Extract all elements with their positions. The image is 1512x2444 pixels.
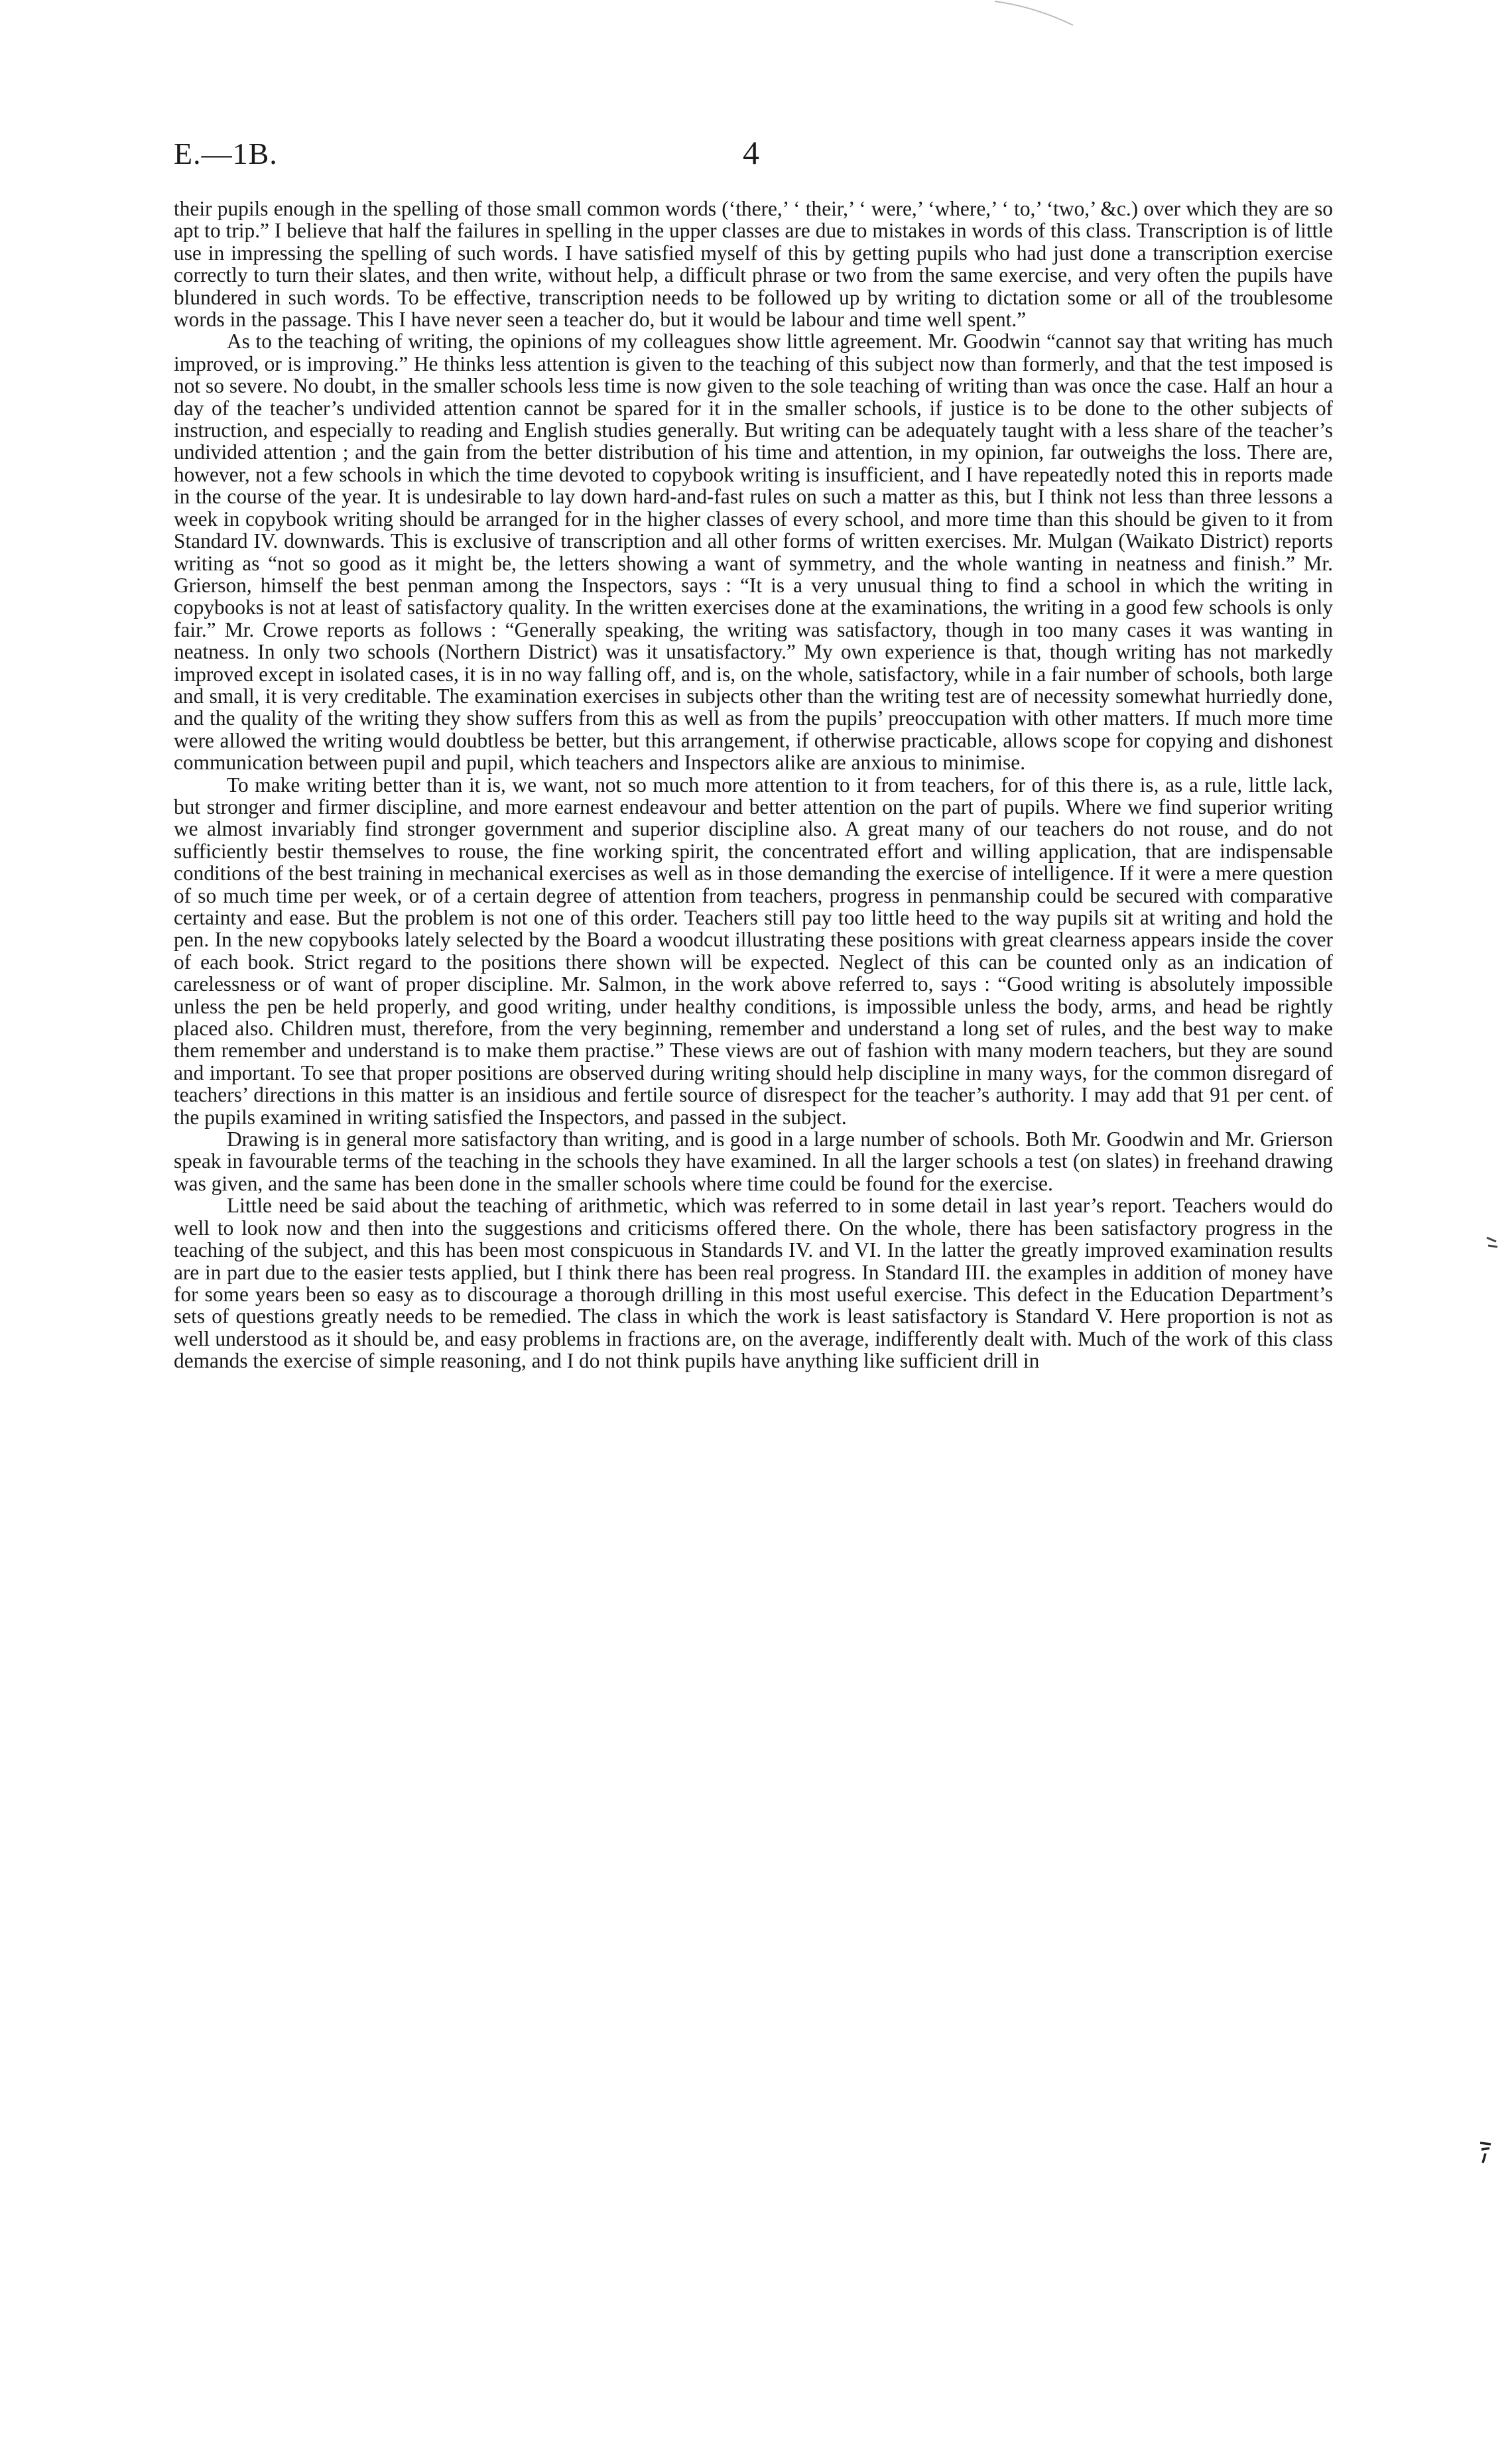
paragraph: their pupils enough in the spelling of those small common words (‘there,’ ‘ their,’ ‘ were,’ ‘where,’ ‘ to,’ ‘two,’ &c.) over which they are so apt to trip.” I believe that half the failures in spelling in the upper classes are due to mistakes in words of this class. Transcription is of little use in impressing the spelling of such words. I have satisfied myself of this by getting pupils who had just done a transcription exercise correctly to turn their slates, and then write, without help, a difficult phrase or two from the same exercise, and very often the pupils have blundered in such words. To be effective, transcription needs to be followed up by writing to dictation some or all of the troublesome words in the passage. This I have never seen a teacher do, but it would be labour and time well spent.” bbox=[174, 197, 1333, 332]
paragraph: To make writing better than it is, we want, not so much more attention to it from teachers, for of this there is, as a rule, little lack, but stronger and firmer discipline, and more earnest endeavour and better attention on the part of pupils. Where we find superior writing we almost invariably find stronger government and superior discipline also. A great many of our teachers do not rouse, and do not sufficiently bestir themselves to rouse, the fine working spirit, the concentrated effort and willing application, that are indispensable conditions of the best training in mechanical exercises as well as in those demanding the exercise of intelligence. If it were a mere question of so much time per week, or of a certain degree of attention from teachers, progress in penmanship could be secured with comparative certainty and ease. But the problem is not one of this order. Teachers still pay too little heed to the way pupils sit at writing and hold the pen. In the new copybooks lately selected by the Board a woodcut illustrating these positions with great clearness appears inside the cover of each book. Strict regard to the positions there shown will be expected. Neglect of this can be counted only as an indication of carelessness or of want of proper discipline. Mr. Salmon, in the work above referred to, says : “Good writing is absolutely impossible unless the pen be held properly, and good writing, under healthy conditions, is impossible unless the body, arms, and head be rightly placed also. Children must, therefore, from the very beginning, remember and understand a long set of rules, and the best way to make them remember and understand is to make them practise.” These views are out of fashion with many modern teachers, but they are sound and important. To see that proper positions are observed during writing should help discipline in many ways, for the common disregard of teachers’ directions in this matter is an insidious and fertile source of disrespect for the teacher’s authority. I may add that 91 per cent. of the pupils examined in writing satisfied the Inspectors, and passed in the subject. bbox=[174, 773, 1333, 1129]
document-reference: E.—1B. bbox=[174, 137, 278, 170]
paragraph: As to the teaching of writing, the opinions of my colleagues show little agreement. Mr. Goodwin “cannot say that writing has much improved, or is improving.” He thinks less attention is given to the teaching of this subject now than formerly, and that the test imposed is not so severe. No doubt, in the smaller schools less time is now given to the sole teaching of writing than was once the case. Half an hour a day of the teacher’s undivided attention cannot be spared for it in the smaller schools, if justice is to be done to the other subjects of instruction, and especially to reading and English studies generally. But writing can be adequately taught with a less share of the teacher’s undivided attention ; and the gain from the better distribution of his time and attention, in my opinion, far outweighs the loss. There are, however, not a few schools in which the time devoted to copybook writing is insufficient, and I have repeatedly noted this in reports made in the course of the year. It is undesirable to lay down hard-and-fast rules on such a matter as this, but I think not less than three lessons a week in copybook writing should be arranged for in the higher classes of every school, and more time than this should be given to it from Standard IV. downwards. This is exclusive of transcription and all other forms of written exercises. Mr. Mulgan (Waikato District) reports writing as “not so good as it might be, the letters showing a want of symmetry, and the whole wanting in neatness and finish.” Mr. Grierson, himself the best penman among the Inspectors, says : “It is a very unusual thing to find a school in which the writing in copybooks is not at least of satisfactory quality. In the written exercises done at the examinations, the writing in a good few schools is only fair.” Mr. Crowe reports as follows : “Generally speaking, the writing was satisfactory, though in too many cases it was wanting in neatness. In only two schools (Northern District) was it unsatisfactory.” My own experience is that, though writing has not markedly improved except in isolated cases, it is in no way falling off, and is, on the whole, satisfactory, while in a fair number of schools, both large and small, it is very creditable. The examination exercises in subjects other than the writing test are of necessity somewhat hurriedly done, and the quality of the writing they show suffers from this as well as from the pupils’ preoccupation with other matters. If much more time were allowed the writing would doubtless be better, but this arrangement, if otherwise practicable, allows scope for copying and dishonest communication between pupil and pupil, which teachers and Inspectors alike are anxious to minimise. bbox=[174, 330, 1333, 775]
body-text bbox=[174, 198, 1333, 1372]
page-header bbox=[174, 136, 1333, 182]
paragraph: Little need be said about the teaching of arithmetic, which was referred to in some detail in last year’s report. Teachers would do well to look now and then into the suggestions and criticisms offered there. On the whole, there has been satisfactory progress in the teaching of the subject, and this has been most conspicuous in Standards IV. and VI. In the latter the greatly improved examination results are in part due to the easier tests applied, but I think there has been real progress. In Standard III. the examples in addition of money have for some years been so easy as to discourage a thorough drilling in this most useful exercise. This defect in the Education Department’s sets of questions greatly needs to be remedied. The class in which the work is least satisfactory is Standard V. Here proportion is not as well understood as it should be, and easy problems in fractions are, on the average, indifferently dealt with. Much of the work of this class demands the exercise of simple reasoning, and I do not think pupils have anything like sufficient drill in bbox=[174, 1194, 1333, 1373]
scan-mark bbox=[1478, 2139, 1493, 2165]
page-number: 4 bbox=[743, 134, 759, 171]
scan-mark bbox=[1485, 1235, 1499, 1250]
scan-mark bbox=[995, 0, 1074, 27]
paragraph: Drawing is in general more satisfactory than writing, and is good in a large number of schools. Both Mr. Goodwin and Mr. Grierson speak in favourable terms of the teaching in the schools they have examined. In all the larger schools a test (on slates) in freehand drawing was given, and the same has been done in the smaller schools where time could be found for the exercise. bbox=[174, 1127, 1333, 1195]
